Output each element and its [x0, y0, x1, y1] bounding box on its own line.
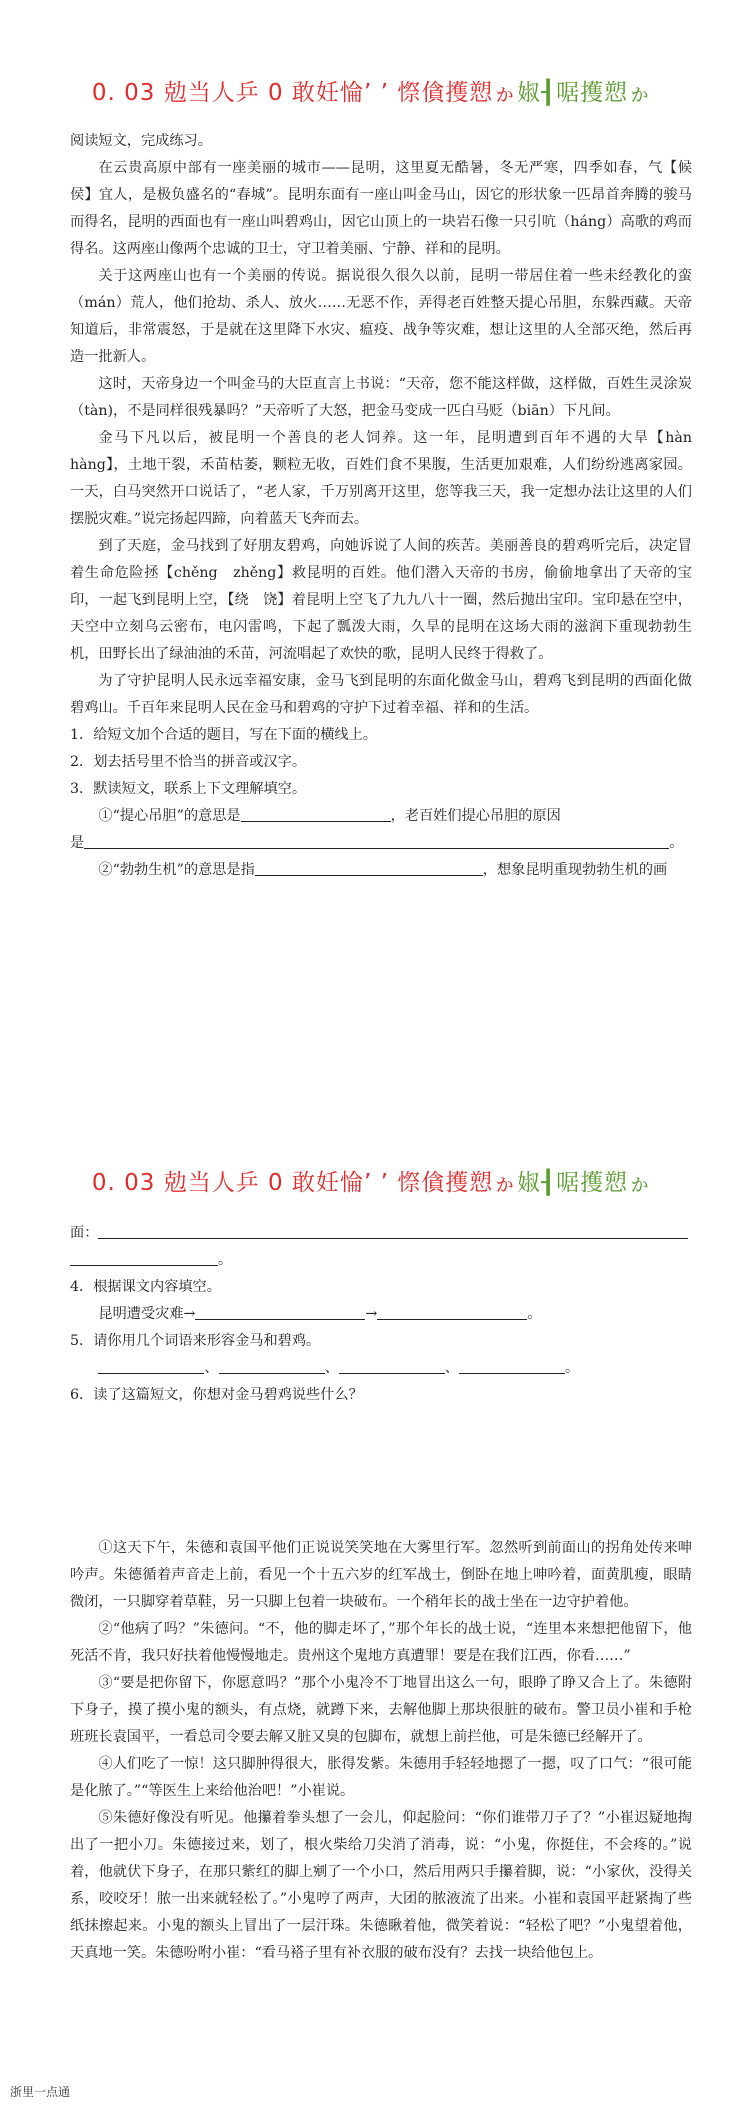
- question-3-1-cont: 是 。: [70, 830, 692, 857]
- passage-paragraph-5: 到了天庭，金马找到了好朋友碧鸡，向她诉说了人间的疾苦。美丽善良的碧鸡听完后，决定冒着生命危险拯【chěng zhěng】救昆明的百姓。他们潜入天帝的书房，偷偷地拿出了天帝的宝印，一起飞到昆明上空，【绕 饶】着昆明上空飞了九九八十一圈，然后抛出宝印。宝印悬在空中，天空中立刻乌云密布，电闪雷鸣，下起了瓢泼大雨，久旱的昆明在这场大雨的滋润下重现勃勃生机，田野长出了绿油油的禾苗，河流唱起了欢快的歌，昆明人民终于得救了。: [70, 538, 692, 662]
- passage-paragraph-4: 金马下凡以后，被昆明一个善良的老人饲养。这一年，昆明遭到百年不遇的大旱【hàn hàng】，土地干裂，禾苗枯萎，颗粒无收，百姓们食不果腹，生活更加艰难，人们纷纷逃离家园。一天，白马突然开口说话了，“老人家，千万别离开这里，您等我三天，我一定想办法让这里的人们摆脱灾难。”说完扬起四蹄，向着蓝天飞奔而去。: [70, 430, 692, 527]
- answer-blank[interactable]: [459, 1357, 565, 1374]
- answer-blank[interactable]: [70, 1249, 218, 1266]
- header-title-red: 0. 03 勊当人乒 0 敢妊惀’ ’ 憏僋擭愬ゕ: [91, 80, 518, 106]
- question-3-2-cont-2: 。: [70, 1247, 692, 1274]
- page-header: [0, 1164, 744, 1197]
- page-2: [0, 1030, 744, 2104]
- passage-paragraph-1: 在云贵高原中部有一座美丽的城市——昆明，这里夏无酷暑，冬无严寒，四季如春，气【候 侯】宜人，是极负盛名的“春城”。昆明东面有一座山叫金马山，因它的形状象一匹昂首奔腾的骏马而得名，昆明的西面也有一座山叫碧鸡山，因它山顶上的一块岩石像一只引吭（háng）高歌的鸡而得名。这两座山像两个忠诚的卫士，守卫着美丽、宁静、祥和的昆明。: [70, 160, 707, 257]
- question-2: 2．划去括号里不恰当的拼音或汉字。: [70, 754, 307, 770]
- answer-blank[interactable]: [241, 805, 391, 822]
- passage-paragraph-3: 这时，天帝身边一个叫金马的大臣直言上书说：“天帝，您不能这样做，这样做，百姓生灵涂炭（tàn)，不是同样很残暴吗？”天帝听了大怒，把金马变成一匹白马贬（biān）下凡间。: [70, 376, 692, 419]
- question-3-2: ②“勃勃生机”的意思是指 ，想象昆明重现勃勃生机的画: [70, 857, 692, 884]
- passage2-paragraph-3: ③“要是把你留下，你愿意吗？”那个小鬼冷不丁地冒出这么一句，眼睁了睁又合上了。朱德附下身子，摸了摸小鬼的额头，有点烧，就蹲下来，去解他脚上那块很脏的破布。警卫员小崔和手枪班班长袁国平，一看总司令要去解又脏又臭的包脚布，就想上前拦他，可是朱德已经解开了。: [70, 1675, 692, 1745]
- header-title-green: 婌┨啹擭愬ゕ: [517, 80, 653, 106]
- questions-continued: [70, 1220, 692, 1409]
- answer-blank[interactable]: [98, 1357, 204, 1374]
- question-4: 4．根据课文内容填空。: [70, 1279, 221, 1295]
- reading-passage-2: [70, 1535, 692, 1967]
- answer-blank[interactable]: [339, 1357, 445, 1374]
- answer-blank[interactable]: [255, 859, 483, 876]
- answer-blank[interactable]: [195, 1303, 365, 1320]
- passage2-paragraph-1: ①这天下午，朱德和袁国平他们正说说笑笑地在大雾里行军。忽然听到前面山的拐角处传来呻吟声。朱德循着声音走上前，看见一个十五六岁的红军战士，倒卧在地上呻吟着，面黄肌瘦，眼睛微闭，一只脚穿着草鞋，另一只脚上包着一块破布。一个稍年长的战士坐在一边守护着他。: [70, 1540, 692, 1610]
- reading-passage: [70, 128, 707, 884]
- answer-blank[interactable]: [377, 1303, 527, 1320]
- page-1: [0, 0, 744, 1030]
- passage-paragraph-6: 为了守护昆明人民永远幸福安康，金马飞到昆明的东面化做金马山，碧鸡飞到昆明的西面化做碧鸡山。千百年来昆明人民在金马和碧鸡的守护下过着幸福、祥和的生活。: [70, 673, 692, 716]
- footer-brand: 浙里一点通: [10, 2085, 71, 2099]
- page-header: [0, 74, 744, 107]
- answer-blank[interactable]: [98, 1222, 688, 1239]
- question-4-line: 昆明遭受灾难→ → 。: [70, 1301, 692, 1328]
- passage2-paragraph-5: ⑤朱德好像没有听见。他攥着拳头想了一会儿，仰起脸问：“你们谁带刀子了？”小崔迟疑地掏出了一把小刀。朱德接过来，划了，根火柴给刀尖消了消毒，说：“小鬼，你挺住，不会疼的。”说着，他就伏下身子，在那只紫红的脚上剜了一个小口，然后用两只手攥着脚，说：“小家伙，没得关系，咬咬牙！脓一出来就轻松了。”小鬼哼了两声，大团的脓液流了出来。小崔和袁国平赶紧掏了些纸抹擦起来。小鬼的额头上冒出了一层汗珠。朱德瞅着他，微笑着说：“轻松了吧？”小鬼望着他，天真地一笑。朱德吩咐小崔：“看马褡子里有补衣服的破布没有？去找一块给他包上。: [70, 1810, 692, 1961]
- passage-paragraph-2: 关于这两座山也有一个美丽的传说。据说很久很久以前，昆明一带居住着一些未经教化的蛮（mán）荒人，他们抢劫、杀人、放火……无恶不作，弄得老百姓整天提心吊胆，东躲西藏。天帝知道后，非常震怒，于是就在这里降下水灾、瘟疫、战争等灾难，想让这里的人全部灭绝，然后再造一批新人。: [70, 268, 692, 365]
- answer-blank[interactable]: [219, 1357, 325, 1374]
- question-3: 3．默读短文，联系上下文理解填空。: [70, 781, 307, 797]
- passage2-paragraph-2: ②“他病了吗？”朱德问。“不，他的脚走坏了，”那个年长的战士说，“连里本来想把他留下，他死活不肯，我只好扶着他慢慢地走。贵州这个鬼地方真遭罪！要是在我们江西，你看……”: [70, 1621, 692, 1664]
- instruction: 阅读短文，完成练习。: [70, 133, 212, 149]
- question-1: 1．给短文加个合适的题目，写在下面的横线上。: [70, 727, 377, 743]
- question-5-line: 、 、 、 。: [70, 1355, 692, 1382]
- question-3-1: ①“提心吊胆”的意思是 ，老百姓们提心吊胆的原因: [70, 803, 692, 830]
- answer-blank[interactable]: [84, 832, 669, 849]
- header-title-red: 0. 03 勊当人乒 0 敢妊惀’ ’ 憏僋擭愬ゕ: [91, 1170, 518, 1196]
- question-6: 6．读了这篇短文，你想对金马碧鸡说些什么？: [70, 1387, 363, 1403]
- passage2-paragraph-4: ④人们吃了一惊！这只脚肿得很大，胀得发紫。朱德用手轻轻地摁了一摁，叹了口气：“很可能是化脓了。”“等医生上来给他治吧！”小崔说。: [70, 1756, 692, 1799]
- question-3-2-cont: 面：: [70, 1220, 692, 1247]
- question-5: 5．请你用几个词语来形容金马和碧鸡。: [70, 1333, 321, 1349]
- header-title-green: 婌┨啹擭愬ゕ: [517, 1170, 653, 1196]
